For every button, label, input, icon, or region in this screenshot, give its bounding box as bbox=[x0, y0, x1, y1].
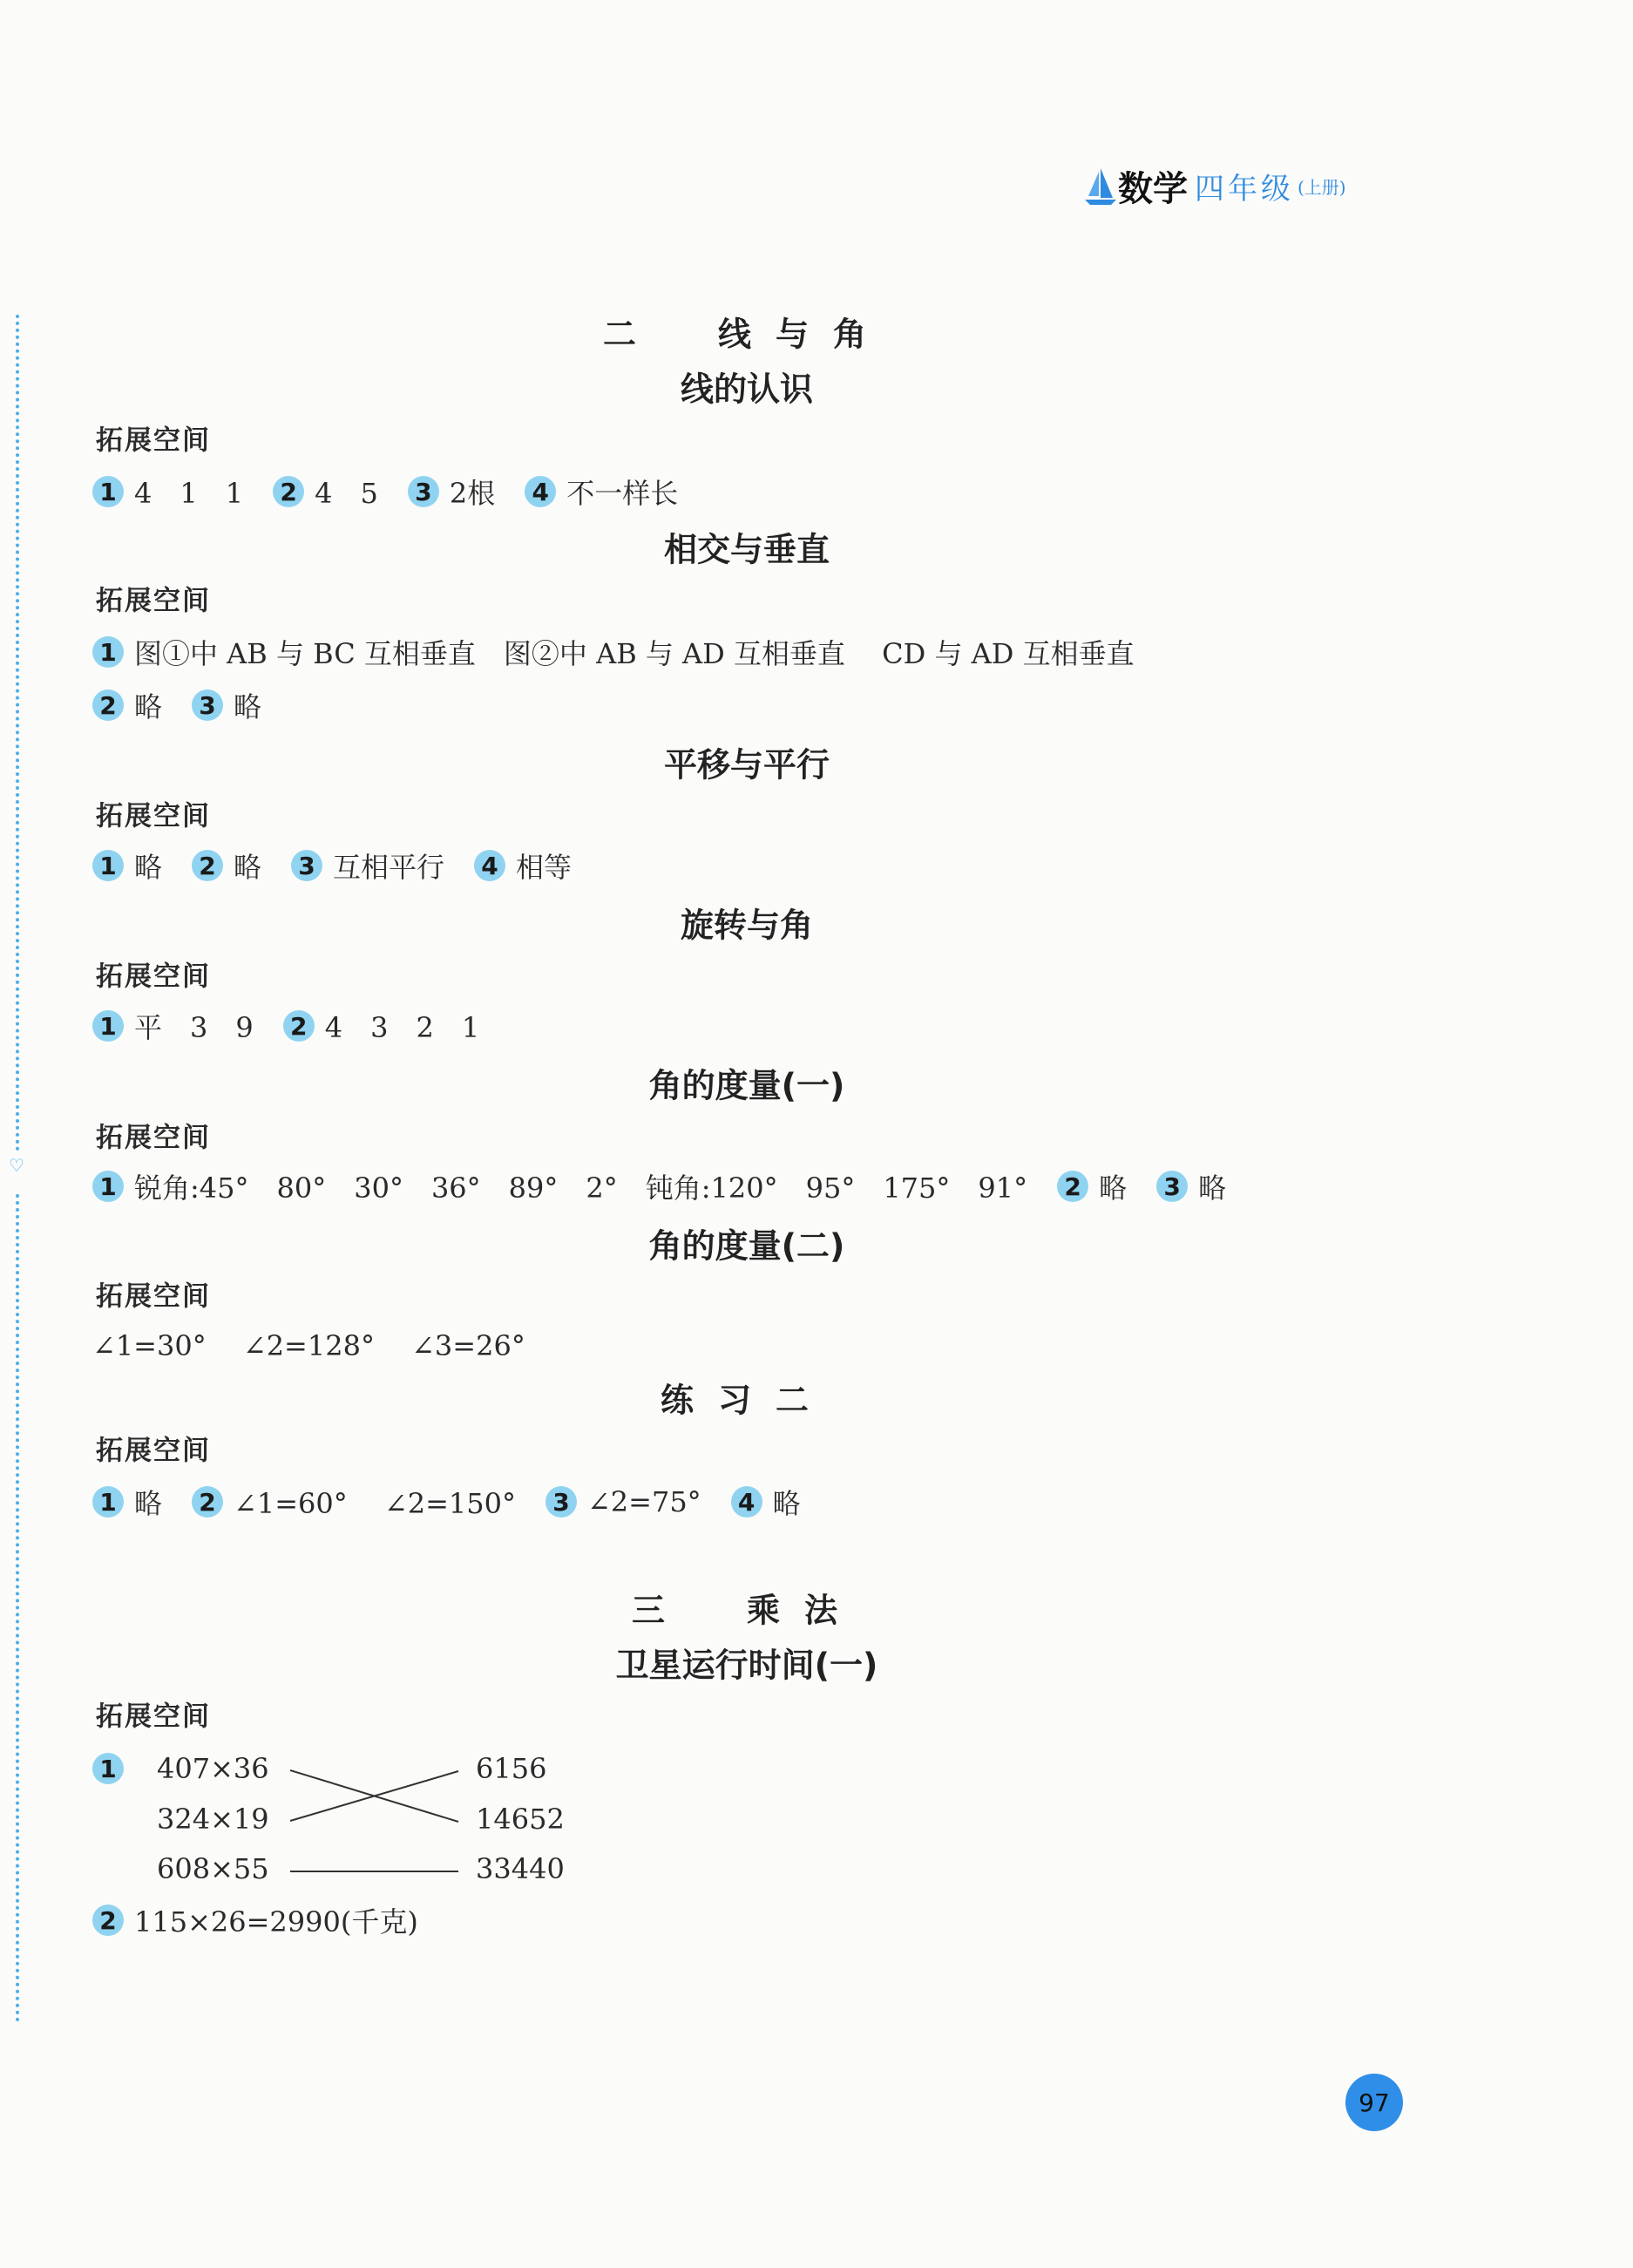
answer-text: 略 bbox=[234, 851, 262, 884]
section-title: 二 线与角 bbox=[602, 315, 891, 354]
answer-text: 略 bbox=[1099, 1171, 1128, 1205]
section-title: 三 乘法 bbox=[631, 1591, 862, 1630]
answer-text: 略 bbox=[134, 1487, 163, 1520]
section-title: 卫星运行时间(一) bbox=[615, 1646, 878, 1685]
grade-label: 四年级 bbox=[1195, 172, 1294, 207]
expression: 324×19 bbox=[157, 1803, 269, 1836]
result: 33440 bbox=[476, 1852, 565, 1885]
section-title: 角的度量(一) bbox=[648, 1066, 845, 1105]
question-number: 3 bbox=[408, 476, 439, 507]
section-subheading: 拓展空间 bbox=[96, 1701, 211, 1733]
question-number: 3 bbox=[291, 850, 322, 881]
section-subheading: 拓展空间 bbox=[96, 1122, 211, 1154]
section-title: 线的认识 bbox=[680, 370, 813, 409]
answer-text: 略 bbox=[1198, 1171, 1227, 1205]
question-number: 2 bbox=[283, 1010, 315, 1042]
section-title: 练习二 bbox=[660, 1381, 833, 1420]
answer-text: 4 3 2 1 bbox=[324, 1011, 480, 1044]
section-title: 相交与垂直 bbox=[663, 530, 830, 569]
question-number: 2 bbox=[192, 1486, 223, 1518]
section-subheading: 拓展空间 bbox=[96, 1435, 211, 1467]
answer-text: ∠1=30° ∠2=128° ∠3=26° bbox=[92, 1329, 525, 1362]
question-number: 1 bbox=[92, 636, 124, 668]
expression: 407×36 bbox=[157, 1752, 269, 1785]
question-number: 4 bbox=[525, 476, 556, 507]
answer-text: 平 3 9 bbox=[134, 1011, 254, 1044]
question-number: 2 bbox=[92, 1905, 124, 1936]
question-number: 1 bbox=[92, 850, 124, 881]
answer-text: 锐角:45° 80° 30° 36° 89° 2° 钝角:120° 95° 175° 91° bbox=[134, 1171, 1028, 1205]
answer-text: 略 bbox=[134, 851, 163, 884]
section-subheading: 拓展空间 bbox=[96, 424, 211, 457]
answer-text: 互相平行 bbox=[333, 851, 445, 884]
result: 14652 bbox=[476, 1803, 565, 1836]
question-number: 4 bbox=[731, 1486, 762, 1518]
volume-label: (上册) bbox=[1298, 177, 1346, 198]
question-number: 1 bbox=[92, 1171, 124, 1202]
section-subheading: 拓展空间 bbox=[96, 585, 211, 617]
answer-text: 略 bbox=[134, 690, 163, 723]
question-number: 2 bbox=[92, 689, 124, 721]
heart-icon: ♡ bbox=[9, 1155, 24, 1176]
answer-text: 4 1 1 bbox=[134, 477, 244, 510]
section-title: 角的度量(二) bbox=[648, 1226, 845, 1266]
question-number: 1 bbox=[92, 1010, 124, 1042]
answer-text: 图①中 AB 与 BC 互相垂直 图②中 AB 与 AD 互相垂直 CD 与 AD 互相垂直 bbox=[134, 637, 1135, 670]
answer-text: 相等 bbox=[516, 851, 573, 884]
answer-text: ∠1=60° ∠2=150° bbox=[234, 1487, 516, 1520]
question-number: 2 bbox=[273, 476, 304, 507]
answer-line bbox=[92, 1900, 418, 1940]
question-number: 3 bbox=[545, 1486, 577, 1518]
question-number: 3 bbox=[192, 689, 223, 721]
answer-text: ∠2=75° bbox=[586, 1485, 701, 1518]
answer-text: 略 bbox=[234, 690, 262, 723]
question-number: 1 bbox=[92, 1753, 124, 1784]
question-number: 1 bbox=[92, 1486, 124, 1518]
section-title: 旋转与角 bbox=[680, 906, 813, 945]
question-number: 4 bbox=[474, 850, 505, 881]
answer-text: 115×26=2990(千克) bbox=[134, 1905, 418, 1939]
answer-text: 4 5 bbox=[315, 477, 378, 510]
answer-text: 2根 bbox=[449, 477, 496, 510]
section-subheading: 拓展空间 bbox=[96, 961, 211, 993]
question-number: 1 bbox=[92, 476, 124, 507]
expression: 608×55 bbox=[157, 1852, 269, 1885]
question-number: 3 bbox=[1156, 1171, 1188, 1202]
question-number: 2 bbox=[1057, 1171, 1088, 1202]
section-subheading: 拓展空间 bbox=[96, 800, 211, 832]
section-subheading: 拓展空间 bbox=[96, 1280, 211, 1313]
subject-title: 数学 bbox=[1118, 169, 1188, 209]
answer-text: 略 bbox=[772, 1487, 801, 1520]
answer-text: 不一样长 bbox=[566, 477, 679, 510]
page-number: 97 bbox=[1345, 2074, 1403, 2131]
question-number: 2 bbox=[192, 850, 223, 881]
result: 6156 bbox=[476, 1752, 547, 1785]
section-title: 平移与平行 bbox=[663, 745, 830, 784]
